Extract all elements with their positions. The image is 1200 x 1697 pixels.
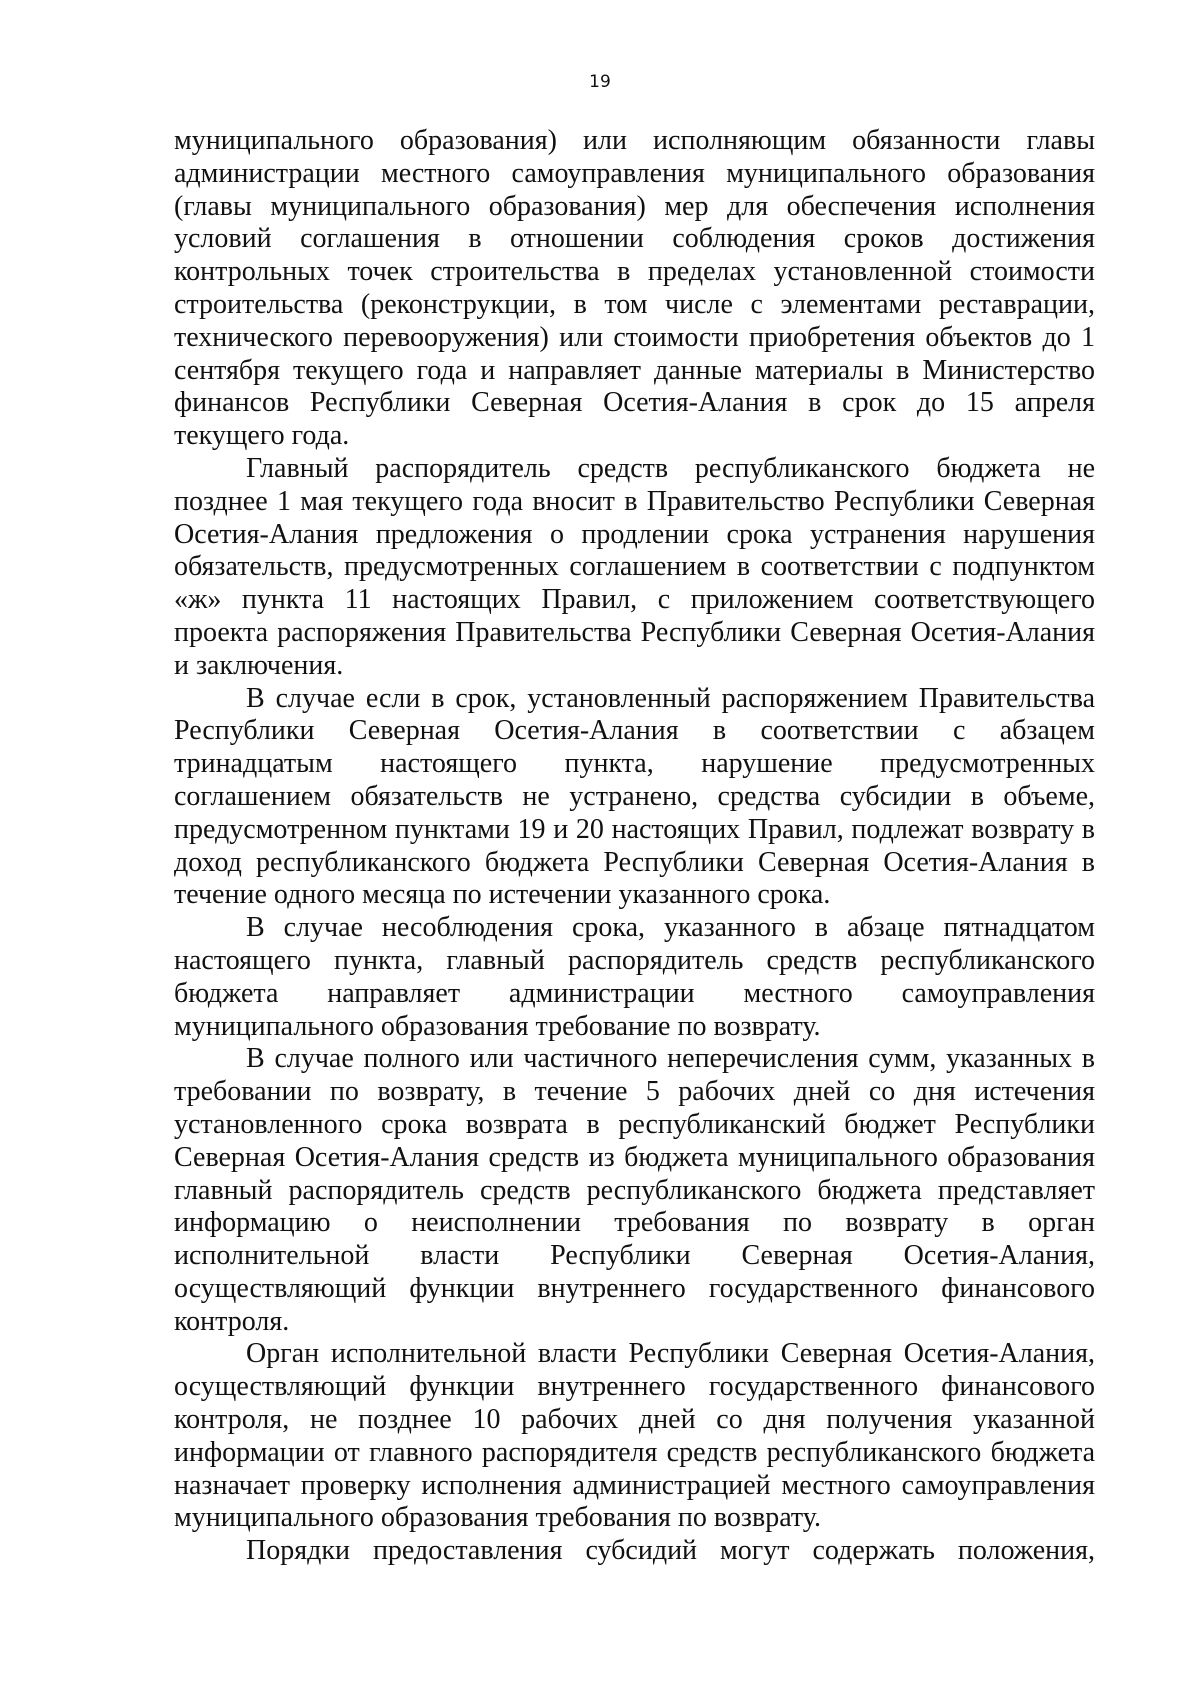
paragraph-return-demand: В случае несоблюдения срока, указанного в абзаце пятнадцатом настоящего пункта, главный распорядитель средств республиканского бюджета направляет администрации местного самоуправления муниципального образования требование по возврату. (174, 912, 1095, 1042)
body-text (174, 125, 1095, 1568)
paragraph-audit-assignment: Орган исполнительной власти Республики Северная Осетия-Алания, осуществляющий функции внутреннего государственного финансового контроля, не позднее 10 рабочих дней со дня получения указанной информации от главного распорядителя средств республиканского бюджета назначает проверку исполнения администрацией местного самоуправления муниципального образования требования по возврату. (174, 1338, 1095, 1534)
paragraph-subsidy-procedures: Порядки предоставления субсидий могут содержать положения, (246, 1535, 1095, 1567)
paragraph-non-transfer-info: В случае полного или частичного неперечисления сумм, указанных в требовании по возврату, в течение 5 рабочих дней со дня истечения установленного срока возврата в республиканский бюджет Республики Северная Осетия-Алания средств из бюджета муниципального образования главный распорядитель средств республиканского бюджета представляет информацию о неисполнении требования по возврату в орган исполнительной власти Республики Северная Осетия-Алания, осуществляющий функции внутреннего государственного финансового контроля. (174, 1043, 1095, 1337)
paragraph-extension-proposal: Главный распорядитель средств республиканского бюджета не позднее 1 мая текущего года вносит в Правительство Республики Северная Осетия-Алания предложения о продлении срока устранения нарушения обязательств, предусмотренных соглашением в соответствии с подпунктом «ж» пункта 11 настоящих Правил, с приложением соответствующего проекта распоряжения Правительства Республики Северная Осетия-Алания и заключения. (174, 452, 1095, 681)
paragraph-continuation: муниципального образования) или исполняющим обязанности главы администрации местного самоуправления муниципального образования (главы муниципального образования) мер для обеспечения исполнения условий соглашения в отношении соблюдения сроков достижения контрольных точек строительства в пределах установленной стоимости строительства (реконструкции, в том числе с элементами реставрации, технического перевооружения) или стоимости приобретения объектов до 1 сентября текущего года и направляет данные материалы в Министерство финансов Республики Северная Осетия-Алания в срок до 15 апреля текущего года. (174, 125, 1095, 452)
paragraph-subsidy-return: В случае если в срок, установленный распоряжением Правительства Республики Северная Осетия-Алания в соответствии с абзацем тринадцатым настоящего пункта, нарушение предусмотренных соглашением обязательств не устранено, средства субсидии в объеме, предусмотренном пунктами 19 и 20 настоящих Правил, подлежат возврату в доход республиканского бюджета Республики Северная Осетия-Алания в течение одного месяца по истечении указанного срока. (174, 682, 1095, 911)
page-number: 19 (589, 72, 611, 92)
